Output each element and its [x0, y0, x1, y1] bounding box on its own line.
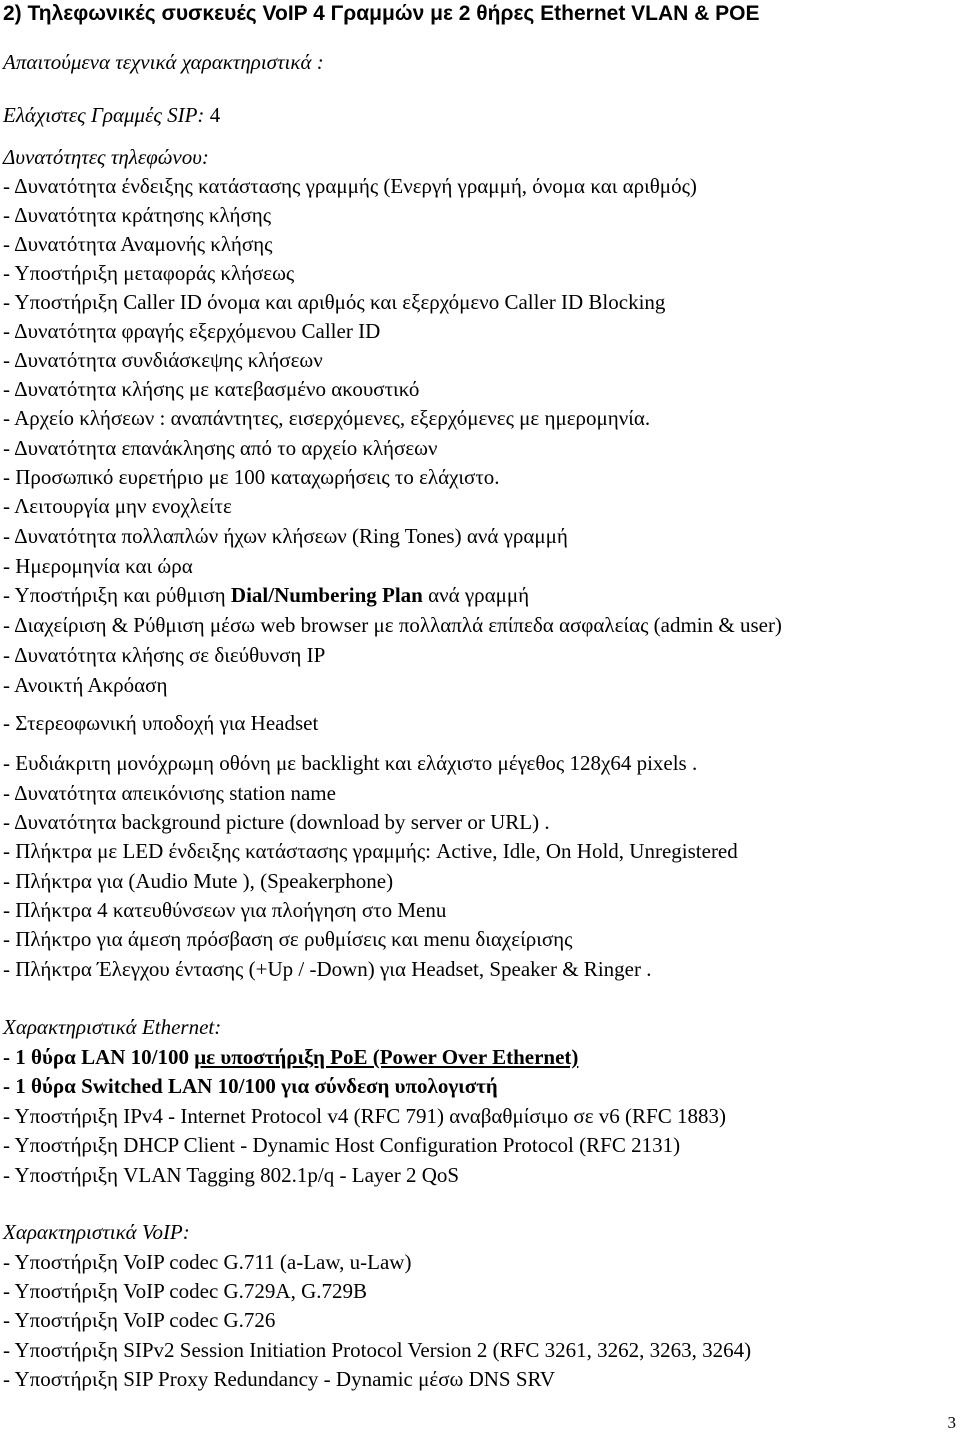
list-item: - Υποστήριξη VLAN Tagging 802.1p/q - Layer 2 QoS [3, 1163, 460, 1187]
list-item: - Δυνατότητα κράτησης κλήσης [3, 203, 272, 227]
list-item: - Πλήκτρα για (Audio Mute ), (Speakerphone) [3, 869, 394, 893]
list-item: - Πλήκτρο για άμεση πρόσβαση σε ρυθμίσεις και menu διαχείρισης [3, 927, 573, 951]
min-sip-lines-label: Ελάχιστες Γραμμές SIP: [3, 103, 205, 127]
document-heading: 2) Τηλεφωνικές συσκευές VoIP 4 Γραμμών με 2 θήρες Ethernet VLAN & POE [3, 2, 760, 25]
list-item: - Δυνατότητα φραγής εξερχόμενου Caller ID [3, 319, 381, 343]
list-item: - Δυνατότητα απεικόνισης station name [3, 781, 336, 805]
list-item-switched-lan: - 1 θύρα Switched LAN 10/100 για σύνδεση υπολογιστή [3, 1074, 498, 1098]
list-item-lan-port [3, 1045, 578, 1069]
list-item: - Δυνατότητα background picture (download by server or URL) . [3, 810, 550, 834]
dial-plan-suffix: ανά γραμμή [422, 583, 530, 607]
list-item: - Υποστήριξη VoIP codec G.729A, G.729B [3, 1279, 368, 1303]
list-item: - Στερεοφωνική υποδοχή για Headset [3, 711, 319, 735]
list-item: - Δυνατότητα επανάκλησης από το αρχείο κλήσεων [3, 436, 438, 460]
lan-port-poe: με υποστήριξη PoE (Power Over Ethernet) [194, 1045, 579, 1069]
list-item: - Υποστήριξη Caller ID όνομα και αριθμός και εξερχόμενο Caller ID Blocking [3, 290, 666, 314]
dial-plan-prefix: - Υποστήριξη και ρύθμιση [3, 583, 231, 607]
list-item: - Υποστήριξη IPv4 - Internet Protocol v4 (RFC 791) αναβαθμίσιμο σε v6 (RFC 1883) [3, 1104, 726, 1128]
min-sip-lines-value: 4 [204, 103, 221, 127]
lan-port-prefix: - 1 θύρα LAN 10/100 [3, 1045, 195, 1069]
voip-title: Χαρακτηριστικά VoIP: [3, 1220, 190, 1244]
dial-plan-bold: Dial/Numbering Plan [230, 583, 423, 607]
list-item: - Ημερομηνία και ώρα [3, 554, 193, 578]
list-item: - Υποστήριξη DHCP Client - Dynamic Host Configuration Protocol (RFC 2131) [3, 1133, 681, 1157]
list-item: - Λειτουργία μην ενοχλείτε [3, 494, 232, 518]
list-item: - Υποστήριξη VoIP codec G.726 [3, 1308, 276, 1332]
list-item: - Πλήκτρα με LED ένδειξης κατάστασης γραμμής: Active, Idle, On Hold, Unregistered [3, 839, 738, 863]
list-item: - Δυνατότητα κλήσης με κατεβασμένο ακουστικό [3, 377, 420, 401]
list-item: - Αρχείο κλήσεων : αναπάντητες, εισερχόμενες, εξερχόμενες με ημερομηνία. [3, 406, 651, 430]
list-item: - Πλήκτρα Έλεγχου έντασης (+Up / -Down) για Headset, Speaker & Ringer . [3, 957, 652, 981]
list-item: - Ευδιάκριτη μονόχρωμη οθόνη με backlight και ελάχιστο μέγεθος 128χ64 pixels . [3, 751, 698, 775]
phone-features-title: Δυνατότητες τηλεφώνου: [3, 145, 209, 169]
requirements-title: Απαιτούμενα τεχνικά χαρακτηριστικά : [3, 50, 324, 74]
list-item: - Υποστήριξη SIP Proxy Redundancy - Dynamic μέσω DNS SRV [3, 1367, 556, 1391]
list-item: - Υποστήριξη VoIP codec G.711 (a-Law, u-Law) [3, 1250, 412, 1274]
ethernet-title: Χαρακτηριστικά Ethernet: [3, 1015, 222, 1039]
list-item-dial-plan [3, 583, 529, 607]
list-item: - Διαχείριση & Ρύθμιση μέσω web browser με πολλαπλά επίπεδα ασφαλείας (admin & user) [3, 613, 782, 637]
list-item: - Πλήκτρα 4 κατευθύνσεων για πλοήγηση στο Menu [3, 898, 447, 922]
page-number: 3 [947, 1413, 956, 1432]
list-item: - Προσωπικό ευρετήριο με 100 καταχωρήσεις το ελάχιστο. [3, 465, 500, 489]
list-item: - Υποστήριξη SIPv2 Session Initiation Protocol Version 2 (RFC 3261, 3262, 3263, 3264) [3, 1338, 752, 1362]
list-item: - Δυνατότητα πολλαπλών ήχων κλήσεων (Ring Tones) ανά γραμμή [3, 524, 568, 548]
list-item: - Δυνατότητα Αναμονής κλήσης [3, 232, 273, 256]
list-item: - Υποστήριξη μεταφοράς κλήσεως [3, 261, 295, 285]
min-sip-lines [3, 103, 220, 127]
list-item: - Ανοικτή Ακρόαση [3, 673, 168, 697]
list-item: - Δυνατότητα ένδειξης κατάστασης γραμμής (Ενεργή γραμμή, όνομα και αριθμός) [3, 174, 697, 198]
list-item: - Δυνατότητα κλήσης σε διεύθυνση IP [3, 643, 326, 667]
list-item: - Δυνατότητα συνδιάσκεψης κλήσεων [3, 348, 323, 372]
